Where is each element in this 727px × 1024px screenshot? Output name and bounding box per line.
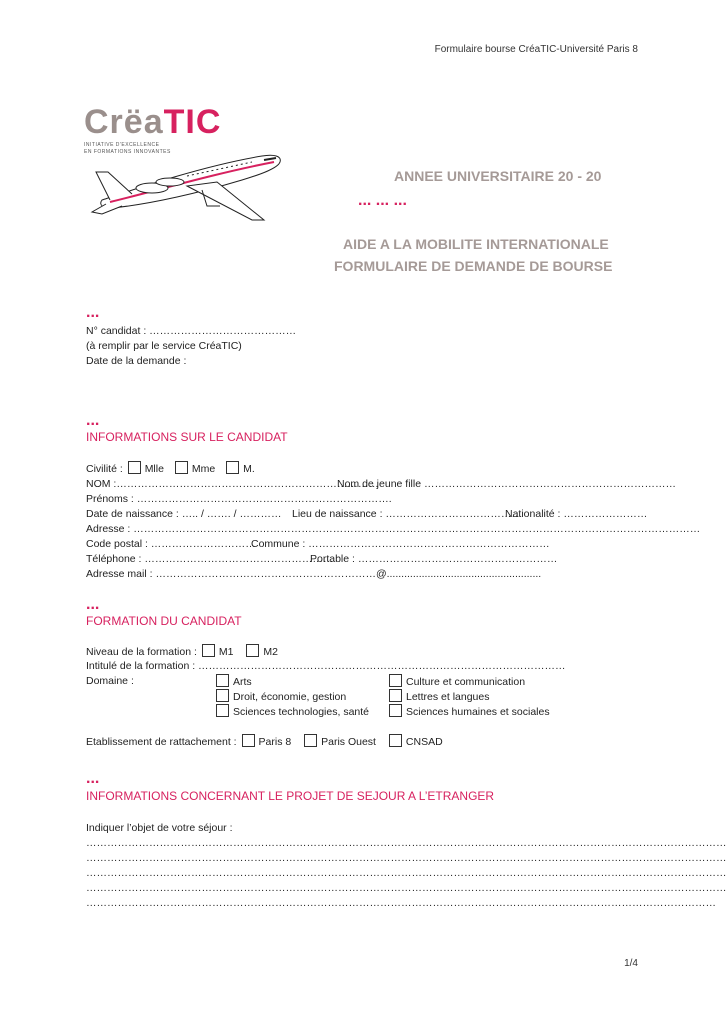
checkbox-droit[interactable]: [216, 689, 229, 702]
date-naissance-field[interactable]: Date de naissance : ….. / ……. / …………: [86, 508, 282, 520]
logo-word-gray: Crëa: [84, 103, 164, 141]
checkbox-sciences-tech[interactable]: [216, 704, 229, 717]
objet-label: Indiquer l’objet de votre séjour :: [86, 822, 233, 834]
label-sciences-tech: Sciences technologies, santé: [233, 706, 370, 718]
candidat-dots: ...: [86, 412, 100, 429]
niveau-row: [86, 644, 278, 660]
telephone-field[interactable]: Téléphone : ………………………………………………: [86, 553, 334, 565]
label-paris-ouest: Paris Ouest: [321, 736, 376, 748]
admin-note: (à remplir par le service CréaTIC): [86, 340, 242, 352]
civilite-row: [86, 461, 255, 477]
checkbox-paris8[interactable]: [242, 734, 255, 747]
lieu-naissance-field[interactable]: Lieu de naissance : …………………………………: [292, 508, 522, 520]
label-m: M.: [243, 463, 255, 475]
label-culture: Culture et communication: [406, 676, 526, 688]
formation-dots: ...: [86, 596, 100, 613]
label-m1: M1: [218, 646, 234, 658]
candidate-number-field[interactable]: N° candidat : ……………………………………: [86, 325, 297, 337]
objet-line-3[interactable]: …………………………………………………………………………………………………………………………………………………………………: [86, 867, 727, 879]
checkbox-m1[interactable]: [202, 644, 215, 657]
running-header: Formulaire bourse CréaTIC-Université Paris 8: [434, 44, 638, 55]
domaine-arts: [214, 674, 252, 690]
label-paris8: Paris 8: [258, 736, 292, 748]
logo-tagline-2: EN FORMATIONS INNOVANTES: [84, 149, 171, 155]
label-mme: Mme: [191, 463, 216, 475]
checkbox-cnsad[interactable]: [389, 734, 402, 747]
etablissement-label: Etablissement de rattachement :: [86, 736, 237, 748]
domaine-culture: [387, 674, 525, 690]
projet-dots: ...: [86, 770, 100, 787]
label-lettres: Lettres et langues: [406, 691, 490, 703]
label-mlle: Mlle: [144, 463, 164, 475]
logo-tagline-1: INITIATIVE D'EXCELLENCE: [84, 142, 160, 148]
adresse-field[interactable]: Adresse : ………………………………………………………………………………………………………………………………………………: [86, 523, 701, 535]
label-droit: Droit, économie, gestion: [233, 691, 347, 703]
objet-line-2[interactable]: …………………………………………………………………………………………………………………………………………………………………: [86, 852, 727, 864]
email-field[interactable]: Adresse mail : ………………………………………………………@.....................................................: [86, 568, 542, 580]
checkbox-paris-ouest[interactable]: [304, 734, 317, 747]
nom-field[interactable]: NOM :…………………………………………………………………: [86, 478, 379, 490]
objet-line-4[interactable]: …………………………………………………………………………………………………………………………………………………………………: [86, 882, 727, 894]
prenoms-field[interactable]: Prénoms : ……………………………………………………………….: [86, 493, 392, 505]
label-cnsad: CNSAD: [405, 736, 443, 748]
title-dots: ... ... ...: [358, 192, 407, 209]
request-date-field[interactable]: Date de la demande :: [86, 355, 187, 367]
checkbox-sciences-hum[interactable]: [389, 704, 402, 717]
domaine-sciences-hum: [387, 704, 550, 720]
section-projet-title: INFORMATIONS CONCERNANT LE PROJET DE SEJOUR A L’ETRANGER: [86, 789, 495, 803]
label-arts: Arts: [233, 676, 252, 688]
etablissement-row: [86, 734, 443, 750]
section-formation-title: FORMATION DU CANDIDAT: [86, 614, 242, 628]
intitule-field[interactable]: Intitulé de la formation : ……………………………………………………………………………………………: [86, 660, 566, 672]
domaine-droit: [214, 689, 346, 705]
portable-field[interactable]: Portable : …………………………………………………: [310, 553, 558, 565]
admin-dots: ...: [86, 304, 100, 321]
label-sciences-hum: Sciences humaines et sociales: [406, 706, 550, 718]
commune-field[interactable]: Commune : ……………………………………………………………: [251, 538, 550, 550]
objet-line-5[interactable]: ………………………………………………………………………………………………………………………………………………………………: [86, 897, 716, 909]
code-postal-field[interactable]: Code postal : …………………………: [86, 538, 256, 550]
academic-year-title: ANNEE UNIVERSITAIRE 20 - 20: [394, 168, 602, 184]
section-candidat-title: INFORMATIONS SUR LE CANDIDAT: [86, 430, 288, 444]
checkbox-m2[interactable]: [246, 644, 259, 657]
checkbox-mme[interactable]: [175, 461, 188, 474]
domaine-label: Domaine :: [86, 675, 134, 687]
nom-jeune-fille-field[interactable]: Nom de jeune fille ………………………………………………………………: [337, 478, 676, 490]
checkbox-m[interactable]: [226, 461, 239, 474]
airplane-illustration: [92, 148, 292, 228]
logo-wordmark: [84, 102, 221, 142]
checkbox-mlle[interactable]: [128, 461, 141, 474]
objet-line-1[interactable]: …………………………………………………………………………………………………………………………………………………………………: [86, 837, 727, 849]
niveau-label: Niveau de la formation :: [86, 646, 197, 658]
form-title-line-1: AIDE A LA MOBILITE INTERNATIONALE: [343, 236, 609, 252]
domaine-lettres: [387, 689, 489, 705]
checkbox-culture[interactable]: [389, 674, 402, 687]
civilite-label: Civilité :: [86, 463, 123, 475]
label-m2: M2: [263, 646, 278, 658]
form-title-line-2: FORMULAIRE DE DEMANDE DE BOURSE: [334, 258, 613, 274]
checkbox-arts[interactable]: [216, 674, 229, 687]
domaine-sciences-tech: [214, 704, 369, 720]
nationalite-field[interactable]: Nationalité : ……………………: [505, 508, 648, 520]
logo-word-pink: TIC: [163, 103, 222, 141]
checkbox-lettres[interactable]: [389, 689, 402, 702]
page-number: 1/4: [624, 958, 638, 969]
